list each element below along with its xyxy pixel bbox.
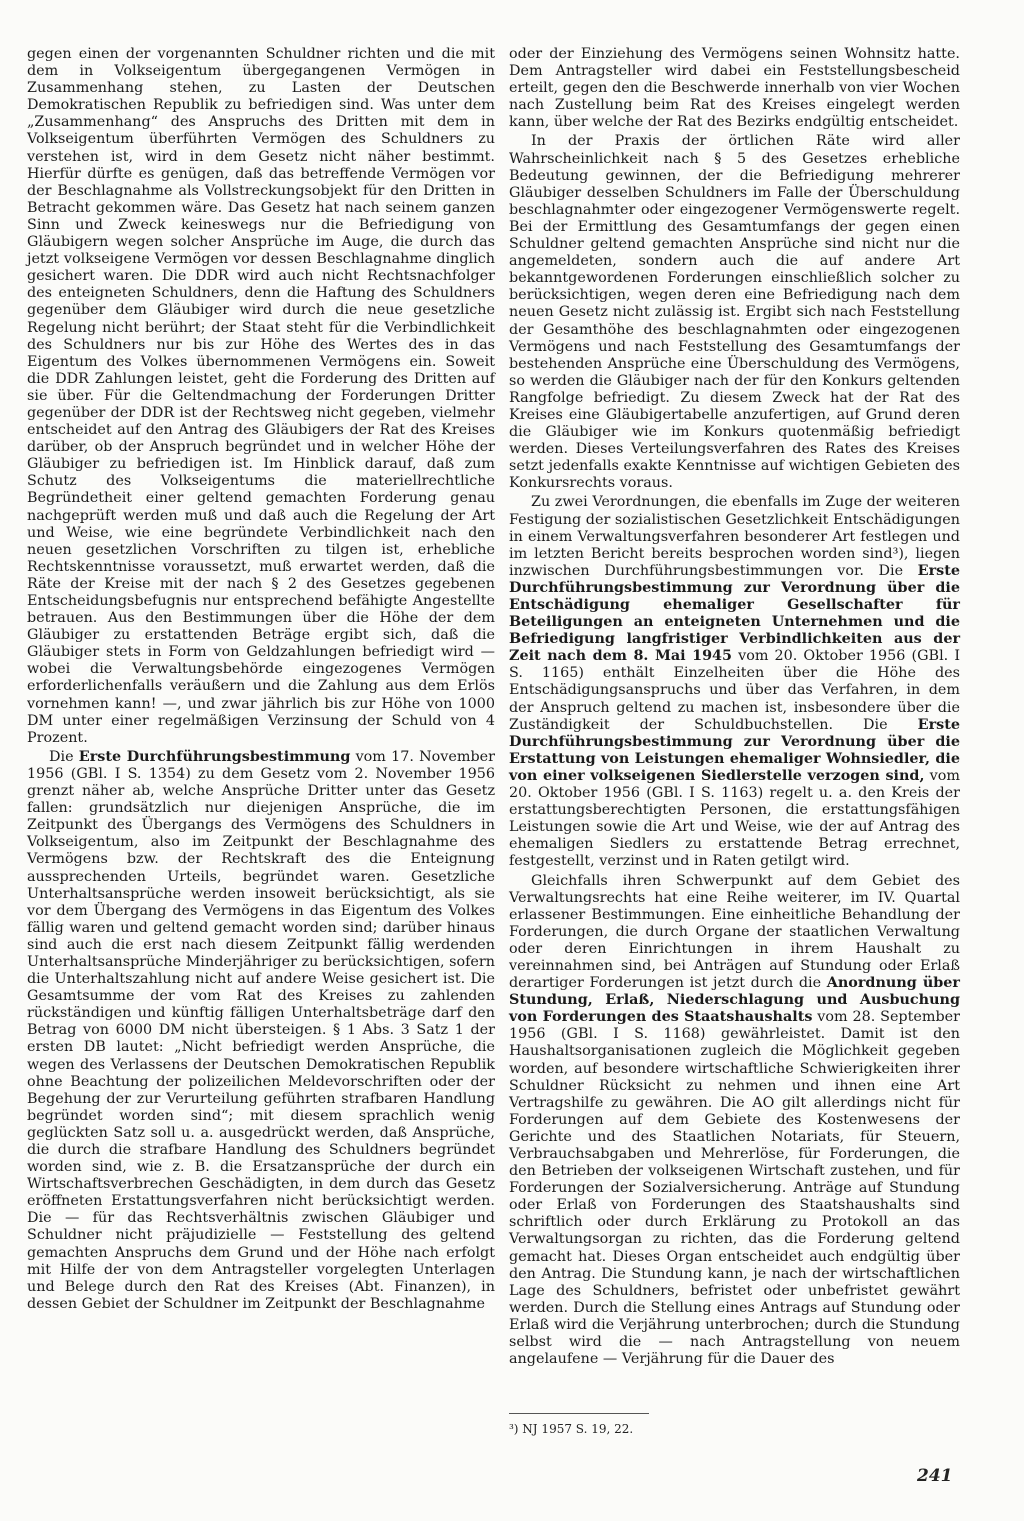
paragraph: In der Praxis der örtlichen Räte wird aller Wahrscheinlichkeit nach § 5 des Gesetzes erhebliche Bedeutung gewinnen, der die Befriedigung mehrerer Gläubiger desselben Schuldners im Falle der Überschuldung beschlagnahmter oder eingezogener Vermögenswerte regelt. Bei der Ermittlung des Gesamtumfangs der gegen einen Schuldner geltend gemachten Ansprüche sind nicht nur die angemeldeten, sondern auch die auf andere Art bekanntgewordenen Forderungen einschließlich solcher zu berücksichtigen, wegen deren eine Befriedigung nach dem neuen Gesetz nicht zulässig ist. Ergibt sich nach Feststellung der Gesamthöhe des beschlagnahmten oder eingezogenen Vermögens und nach Feststellung des Gesamtumfangs der bestehenden Ansprüche eine Überschuldung des Vermögens, so werden die Gläubiger nach der für den Konkurs geltenden Rangfolge befriedigt. Zu diesem Zweck hat der Rat des Kreises eine Gläubigertabelle anzufertigen, auf Grund deren die Gläubiger wie im Konkurs quotenmäßig befriedigt werden. Dieses Verteilungsverfahren des Rates des Kreises setzt jedenfalls exakte Kenntnisse auf wichtigen Gebieten des Konkursrechts voraus. (509, 133, 960, 492)
paragraph: Die Erste Durchführungsbestimmung vom 17. November 1956 (GBl. I S. 1354) zu dem Gesetz vom 2. November 1956 grenzt näher ab, welche Ansprüche Dritter unter das Gesetz fallen: grundsätzlich nur diejenigen Ansprüche, die im Zeitpunkt des Übergangs des Vermögens des Schuldners in Volkseigentum, also im Zeitpunkt der Beschlagnahme des Vermögens bzw. der Rechtskraft des die Enteignung aussprechenden Urteils, begründet waren. Gesetzliche Unterhaltsansprüche werden insoweit berücksichtigt, als sie vor dem Übergang des Vermögens in das Eigentum des Volkes fällig waren und geltend gemacht worden sind; darüber hinaus sind auch die erst nach diesem Zeitpunkt fällig werdenden Unterhaltsansprüche Minderjähriger zu berücksichtigen, sofern die Unterhaltszahlung nicht auf andere Weise gesichert ist. Die Gesamtsumme der vom Rat des Kreises zu zahlenden rückständigen und künftig fälligen Unterhaltsbeträge darf den Betrag von 6000 DM nicht übersteigen. § 1 Abs. 3 Satz 1 der ersten DB lautet: „Nicht befriedigt werden Ansprüche, die wegen des Verlassens der Deutschen Demokratischen Republik ohne Beachtung der polizeilichen Meldevorschriften oder der Begehung der zur Verurteilung geführten strafbaren Handlung begründet worden sind“; mit diesem sprachlich wenig geglückten Satz soll u. a. ausgedrückt werden, daß Ansprüche, die durch die strafbare Handlung des Schuldners begründet worden sind, wie z. B. die Ersatzansprüche der durch ein Wirtschaftsverbrechen Geschädigten, in dem durch das Gesetz eröffneten Erstattungsverfahren nicht berücksichtigt werden. Die — für das Rechtsverhältnis zwischen Gläubiger und Schuldner nicht präjudizielle — Feststellung des geltend gemachten Anspruchs dem Grund und der Höhe nach erfolgt mit Hilfe der von dem Antragsteller vorgelegten Unterlagen und Belege durch den Rat des Kreises (Abt. Finanzen), in dessen Gebiet der Schuldner im Zeitpunkt der Beschlagnahme (27, 748, 495, 1312)
paragraph: Gleichfalls ihren Schwerpunkt auf dem Gebiet des Verwaltungsrechts hat eine Reihe weiterer, im IV. Quartal erlassener Bestimmungen. Eine einheitliche Behandlung der Forderungen, die durch Organe der staatlichen Verwaltung oder deren Einrichtungen in ihrem Haushalt zu vereinnahmen sind, bei Anträgen auf Stundung oder Erlaß derartiger Forderungen ist jetzt durch die Anordnung über Stundung, Erlaß, Niederschlagung und Ausbuchung von Forderungen des Staatshaushalts vom 28. September 1956 (GBl. I S. 1168) gewährleistet. Damit ist den Haushaltsorganisationen zugleich die Möglichkeit gegeben worden, auf besondere wirtschaftliche Schwierigkeiten ihrer Schuldner Rücksicht zu nehmen und ihnen eine Art Vertragshilfe zu gewähren. Die AO gilt allerdings nicht für Forderungen auf dem Gebiete des Kostenwesens der Gerichte und des Staatlichen Notariats, für Steuern, Verbrauchsabgaben und Mehrerlöse, für Forderungen, die den Betrieben der volkseigenen Wirtschaft zustehen, und für Forderungen der Sozialversicherung. Anträge auf Stundung oder Erlaß von Forderungen des Staatshaushalts sind schriftlich oder durch Erklärung zu Protokoll an das Verwaltungsorgan zu richten, das die Forderung geltend gemacht hat. Dieses Organ entscheidet auch endgültig über den Antrag. Die Stundung kann, je nach der wirtschaftlichen Lage des Schuldners, befristet oder unbefristet gewährt werden. Durch die Stellung eines Antrags auf Stundung oder Erlaß wird die Verjährung unterbrochen; durch die Stundung selbst wird die — nach Antragstellung von neuem angelaufene — Verjährung für die Dauer des (509, 872, 960, 1368)
bold-term: Erste Durchführungsbestimmung (78, 748, 351, 765)
bold-term: Anordnung über Stundung, Erlaß, Niederschlagung und Ausbuchung von Forderungen des Staatshaushalts (509, 975, 960, 1026)
paragraph: gegen einen der vorgenannten Schuldner richten und die mit dem in Volkseigentum übergegangenen Vermögen in Zusammenhang stehen, zu Lasten der Deutschen Demokratischen Republik zu befriedigen sind. Was unter dem „Zusammenhang“ des Anspruchs des Dritten mit dem in Volkseigentum überführten Vermögen des Schuldners zu verstehen ist, wird in dem Gesetz nicht näher bestimmt. Hierfür dürfte es genügen, daß das betreffende Vermögen vor der Beschlagnahme als Vollstreckungsobjekt für den Dritten in Betracht gekommen wäre. Das Gesetz hat nach seinem ganzen Sinn und Zweck keineswegs nur die Befriedigung von Gläubigern wegen solcher Ansprüche im Auge, die durch das jetzt volkseigene Vermögen vor dessen Beschlagnahme dinglich gesichert waren. Die DDR wird auch nicht Rechtsnachfolger des enteigneten Schuldners, denn die Haftung des Schuldners gegenüber dem Gläubiger wird durch die neue gesetzliche Regelung nicht berührt; der Staat steht für die Verbindlichkeit des Schuldners nur bis zur Höhe des Wertes des in das Eigentum des Volkes übernommenen Vermögens ein. Soweit die DDR Zahlungen leistet, geht die Forderung des Dritten auf sie über. Für die Geltendmachung der Forderungen Dritter gegenüber der DDR ist der Rechtsweg nicht gegeben, vielmehr entscheidet auf den Antrag des Gläubigers der Rat des Kreises darüber, ob der Anspruch begründet und in welcher Höhe der Gläubiger zu befriedigen ist. Im Hinblick darauf, daß zum Schutz des Volkseigentums die materiellrechtliche Begründetheit einer geltend gemachten Forderung genau nachgeprüft werden muß und daß auch die Regelung der Art und Weise, wie eine begründete Verbindlichkeit nach den neuen gesetzlichen Vorschriften zu tilgen ist, erhebliche Rechtskenntnisse voraussetzt, muß erwartet werden, daß die Räte der Kreise mit der nach § 2 des Gesetzes gegebenen Entscheidungsbefugnis nur entsprechend befähigte Angestellte betrauen. Aus den Bestimmungen über die Höhe der dem Gläubiger zu erstattenden Beträge ergibt sich, daß die Gläubiger stets in Form von Geldzahlungen befriedigt wird — wobei die Verwaltungsbehörde eingezogenes Vermögen erforderlichenfalls veräußern und die Zahlung aus dem Erlös vornehmen kann! —, und zwar jährlich bis zur Höhe von 1000 DM unter einer regelmäßigen Verzinsung der Schuld von 4 Prozent. (27, 46, 495, 746)
left-column (27, 46, 495, 1313)
bold-term: Erste Durchführungsbestimmung zur Verordnung über die Erstattung von Leistungen ehemaliger Wohnsiedler, die von einer volkseigenen Siedlerstelle verzogen sind, (509, 716, 960, 784)
right-column (509, 46, 960, 1368)
footnote-divider (509, 1413, 649, 1414)
page-number: 241 (917, 1466, 953, 1486)
footnote: ³) NJ 1957 S. 19, 22. (509, 1422, 634, 1436)
paragraph: Zu zwei Verordnungen, die ebenfalls im Zuge der weiteren Festigung der sozialistischen Gesetzlichkeit Entschädigungen in einem Verwaltungsverfahren besonderer Art festlegen und im letzten Bericht bereits besprochen worden sind³), liegen inzwischen Durchführungsbestimmungen vor. Die Erste Durchführungsbestimmung zur Verordnung über die Entschädigung ehemaliger Gesellschafter für Beteiligungen an enteigneten Unternehmen und die Befriedigung langfristiger Verbindlichkeiten aus der Zeit nach dem 8. Mai 1945 vom 20. Oktober 1956 (GBl. I S. 1165) enthält Einzelheiten über die Höhe des Entschädigungsanspruchs und über das Verfahren, in dem der Anspruch geltend zu machen ist, insbesondere über die Zuständigkeit der Schuldbuchstellen. Die Erste Durchführungsbestimmung zur Verordnung über die Erstattung von Leistungen ehemaliger Wohnsiedler, die von einer volkseigenen Siedlerstelle verzogen sind, vom 20. Oktober 1956 (GBl. I S. 1163) regelt u. a. den Kreis der erstattungsberechtigten Personen, die erstattungsfähigen Leistungen sowie die Art und Weise, wie der auf Antrag des ehemaligen Siedlers zu erstattende Betrag errechnet, festgestellt, verzinst und in Raten getilgt wird. (509, 494, 961, 870)
paragraph: oder der Einziehung des Vermögens seinen Wohnsitz hatte. Dem Antragsteller wird dabei ein Feststellungsbescheid erteilt, gegen den die Beschwerde innerhalb von vier Wochen nach Zustellung beim Rat des Kreises eingelegt werden kann, über welche der Rat des Bezirks endgültig entscheidet. (509, 46, 960, 131)
bold-term: Erste Durchführungsbestimmung zur Verordnung über die Entschädigung ehemaliger Gesellschafter für Beteiligungen an enteigneten Unternehmen und die Befriedigung langfristiger Verbindlichkeiten aus der Zeit nach dem 8. Mai 1945 (509, 562, 960, 665)
